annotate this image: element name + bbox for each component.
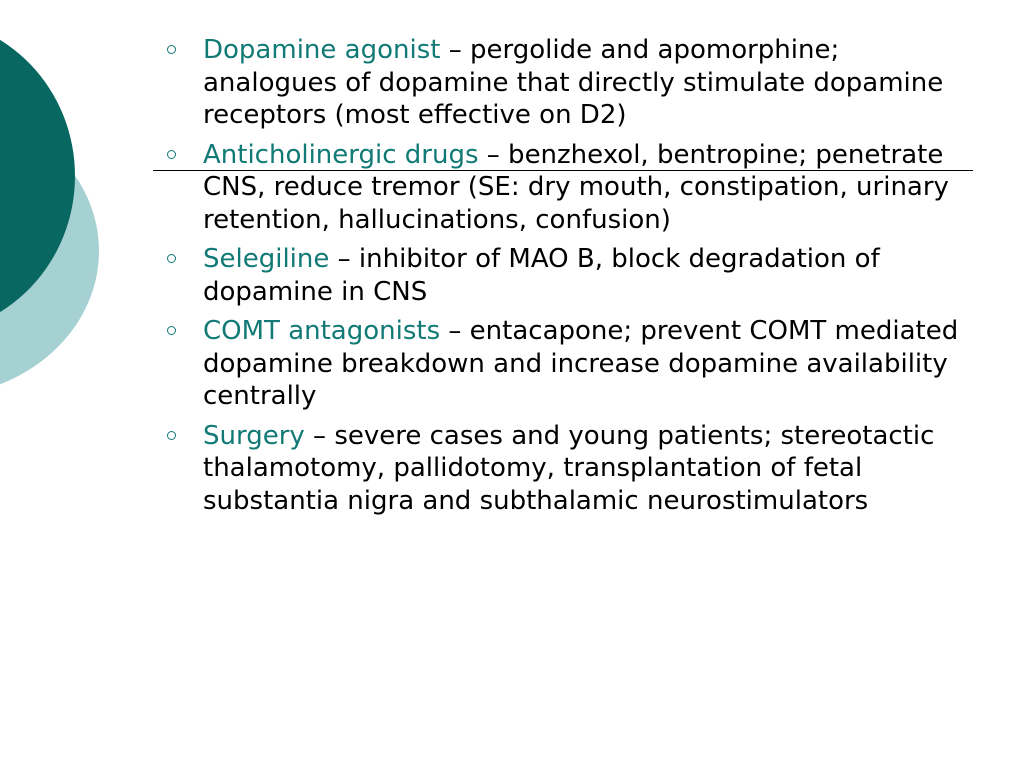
list-item xyxy=(162,34,962,132)
divider-line xyxy=(153,170,973,171)
drug-class-term: Anticholinergic drugs xyxy=(203,139,479,170)
hollow-circle-bullet-icon xyxy=(167,431,176,440)
drug-class-term: COMT antagonists xyxy=(203,316,441,346)
drug-class-description: – pergolide and apomorphine; analogues of dopamine that directly stimulate dopamine receptors (most effective on D2) xyxy=(203,35,944,130)
hollow-circle-bullet-icon xyxy=(167,254,176,263)
drug-class-description: – severe cases and young patients; stereotactic thalamotomy, pallidotomy, transplantation of fetal substantia nigra and subthalamic neurostimulators xyxy=(203,420,935,516)
drug-class-description: – benzhexol, bentropine; penetrate CNS, reduce tremor (SE: dry mouth, constipation, urinary retention, hallucinations, confusion) xyxy=(203,139,949,235)
list-item xyxy=(162,315,962,413)
drug-class-term: Selegiline xyxy=(203,244,330,274)
drug-class-description: – inhibitor of MAO B, block degradation of dopamine in CNS xyxy=(203,244,880,307)
hollow-circle-bullet-icon xyxy=(167,326,176,335)
list-item xyxy=(162,420,962,518)
bullet-list xyxy=(162,34,962,524)
drug-class-term: Dopamine agonist xyxy=(203,35,441,65)
list-item xyxy=(162,243,962,308)
drug-class-term: Surgery xyxy=(203,420,305,451)
hollow-circle-bullet-icon xyxy=(167,45,176,54)
hollow-circle-bullet-icon xyxy=(167,150,176,159)
list-item xyxy=(162,139,962,237)
drug-class-description: – entacapone; prevent COMT mediated dopamine breakdown and increase dopamine availability centrally xyxy=(203,316,959,411)
